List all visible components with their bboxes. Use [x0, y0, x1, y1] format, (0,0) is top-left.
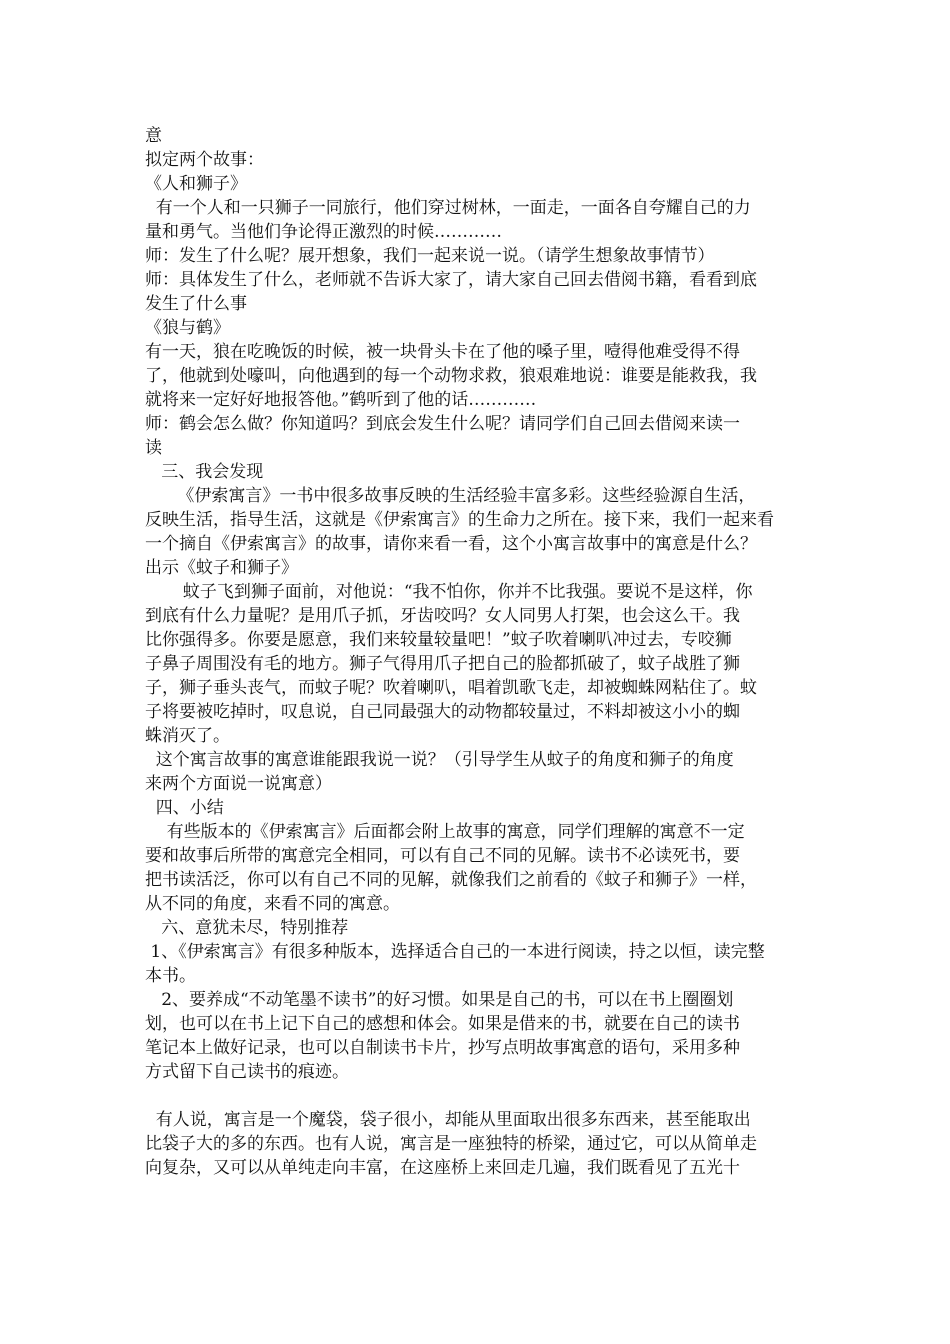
- text-line: 本书。: [145, 966, 196, 986]
- text-line: 子鼻子周围没有毛的地方。狮子气得用爪子把自己的脸都抓破了，蚊子战胜了狮: [145, 654, 740, 674]
- blank-line: [145, 1084, 810, 1108]
- text-line: 拟定两个故事：: [145, 150, 264, 170]
- text-line: 子，狮子垂头丧气，而蚊子呢？吹着喇叭，唱着凯歌飞走，却被蜘蛛网粘住了。蚊: [145, 678, 757, 698]
- text-line: 了，他就到处嚎叫，向他遇到的每一个动物求救，狼艰难地说：谁要是能救我，我: [145, 366, 757, 386]
- text-line: 从不同的角度，来看不同的寓意。: [145, 894, 400, 914]
- text-line: 师：鹤会怎么做？你知道吗？到底会发生什么呢？请同学们自己回去借阅来读一: [145, 414, 740, 434]
- text-line: 蚊子飞到狮子面前，对他说：“我不怕你，你并不比我强。要说不是这样，你: [145, 582, 753, 602]
- text-line: 《狼与鹤》: [145, 318, 230, 338]
- text-line: 一个摘自《伊索寓言》的故事，请你来看一看，这个小寓言故事中的寓意是什么？: [145, 534, 757, 554]
- text-line: 划，也可以在书上记下自己的感想和体会。如果是借来的书，就要在自己的读书: [145, 1014, 740, 1034]
- text-line: 子将要被吃掉时，叹息说，自己同最强大的动物都较量过，不料却被这小小的蜘: [145, 702, 740, 722]
- text-line: 发生了什么事: [145, 294, 247, 314]
- text-line: 1、《伊索寓言》有很多种版本，选择适合自己的一本进行阅读，持之以恒，读完整: [145, 942, 765, 962]
- text-line: 三、我会发现: [145, 462, 264, 482]
- text-line: 就将来一定好好地报答他。”鹤听到了他的话…………: [145, 390, 537, 410]
- text-line: 六、意犹未尽，特别推荐: [145, 918, 349, 938]
- text-line: 2、要养成“不动笔墨不读书”的好习惯。如果是自己的书，可以在书上圈圈划: [145, 990, 734, 1010]
- text-line: 《伊索寓言》一书中很多故事反映的生活经验丰富多彩。这些经验源自生活，: [145, 486, 756, 506]
- text-line: 比袋子大的多的东西。也有人说，寓言是一座独特的桥梁，通过它，可以从简单走: [145, 1134, 757, 1154]
- text-line: 师：发生了什么呢？展开想象，我们一起来说一说。（请学生想象故事情节）: [145, 246, 715, 266]
- text-line: 蛛消灭了。: [145, 726, 230, 746]
- text-line: 把书读活泛，你可以有自己不同的见解，就像我们之前看的《蚊子和狮子》一样，: [145, 870, 757, 890]
- text-line: 有一个人和一只狮子一同旅行，他们穿过树林，一面走，一面各自夸耀自己的力: [145, 198, 751, 218]
- text-line: 四、小结: [145, 798, 224, 818]
- text-line: 来两个方面说一说寓意）: [145, 774, 332, 794]
- document-body: [145, 124, 810, 1180]
- text-line: 有人说，寓言是一个魔袋，袋子很小，却能从里面取出很多东西来，甚至能取出: [145, 1110, 751, 1130]
- text-line: 笔记本上做好记录，也可以自制读书卡片，抄写点明故事寓意的语句，采用多种: [145, 1038, 740, 1058]
- text-line: 有些版本的《伊索寓言》后面都会附上故事的寓意，同学们理解的寓意不一定: [145, 822, 745, 842]
- text-line: 到底有什么力量呢？是用爪子抓，牙齿咬吗？女人同男人打架，也会这么干。我: [145, 606, 740, 626]
- text-line: 比你强得多。你要是愿意，我们来较量较量吧！”蚊子吹着喇叭冲过去，专咬狮: [145, 630, 732, 650]
- text-line: 要和故事后所带的寓意完全相同，可以有自己不同的见解。读书不必读死书，要: [145, 846, 740, 866]
- text-line: 向复杂，又可以从单纯走向丰富，在这座桥上来回走几遍，我们既看见了五光十: [145, 1158, 740, 1178]
- text-line: 方式留下自己读书的痕迹。: [145, 1062, 349, 1082]
- text-line: 有一天，狼在吃晚饭的时候，被一块骨头卡在了他的嗓子里，噎得他难受得不得: [145, 342, 740, 362]
- text-line: 师：具体发生了什么，老师就不告诉大家了，请大家自己回去借阅书籍，看看到底: [145, 270, 757, 290]
- text-line: 意: [145, 126, 162, 146]
- text-line: 这个寓言故事的寓意谁能跟我说一说？（引导学生从蚊子的角度和狮子的角度: [145, 750, 734, 770]
- text-line: 反映生活，指导生活，这就是《伊索寓言》的生命力之所在。接下来，我们一起来看: [145, 510, 774, 530]
- text-line: 读: [145, 438, 162, 458]
- text-line: 量和勇气。当他们争论得正激烈的时候…………: [145, 222, 502, 242]
- text-line: 出示《蚊子和狮子》: [145, 558, 298, 578]
- text-line: 《人和狮子》: [145, 174, 247, 194]
